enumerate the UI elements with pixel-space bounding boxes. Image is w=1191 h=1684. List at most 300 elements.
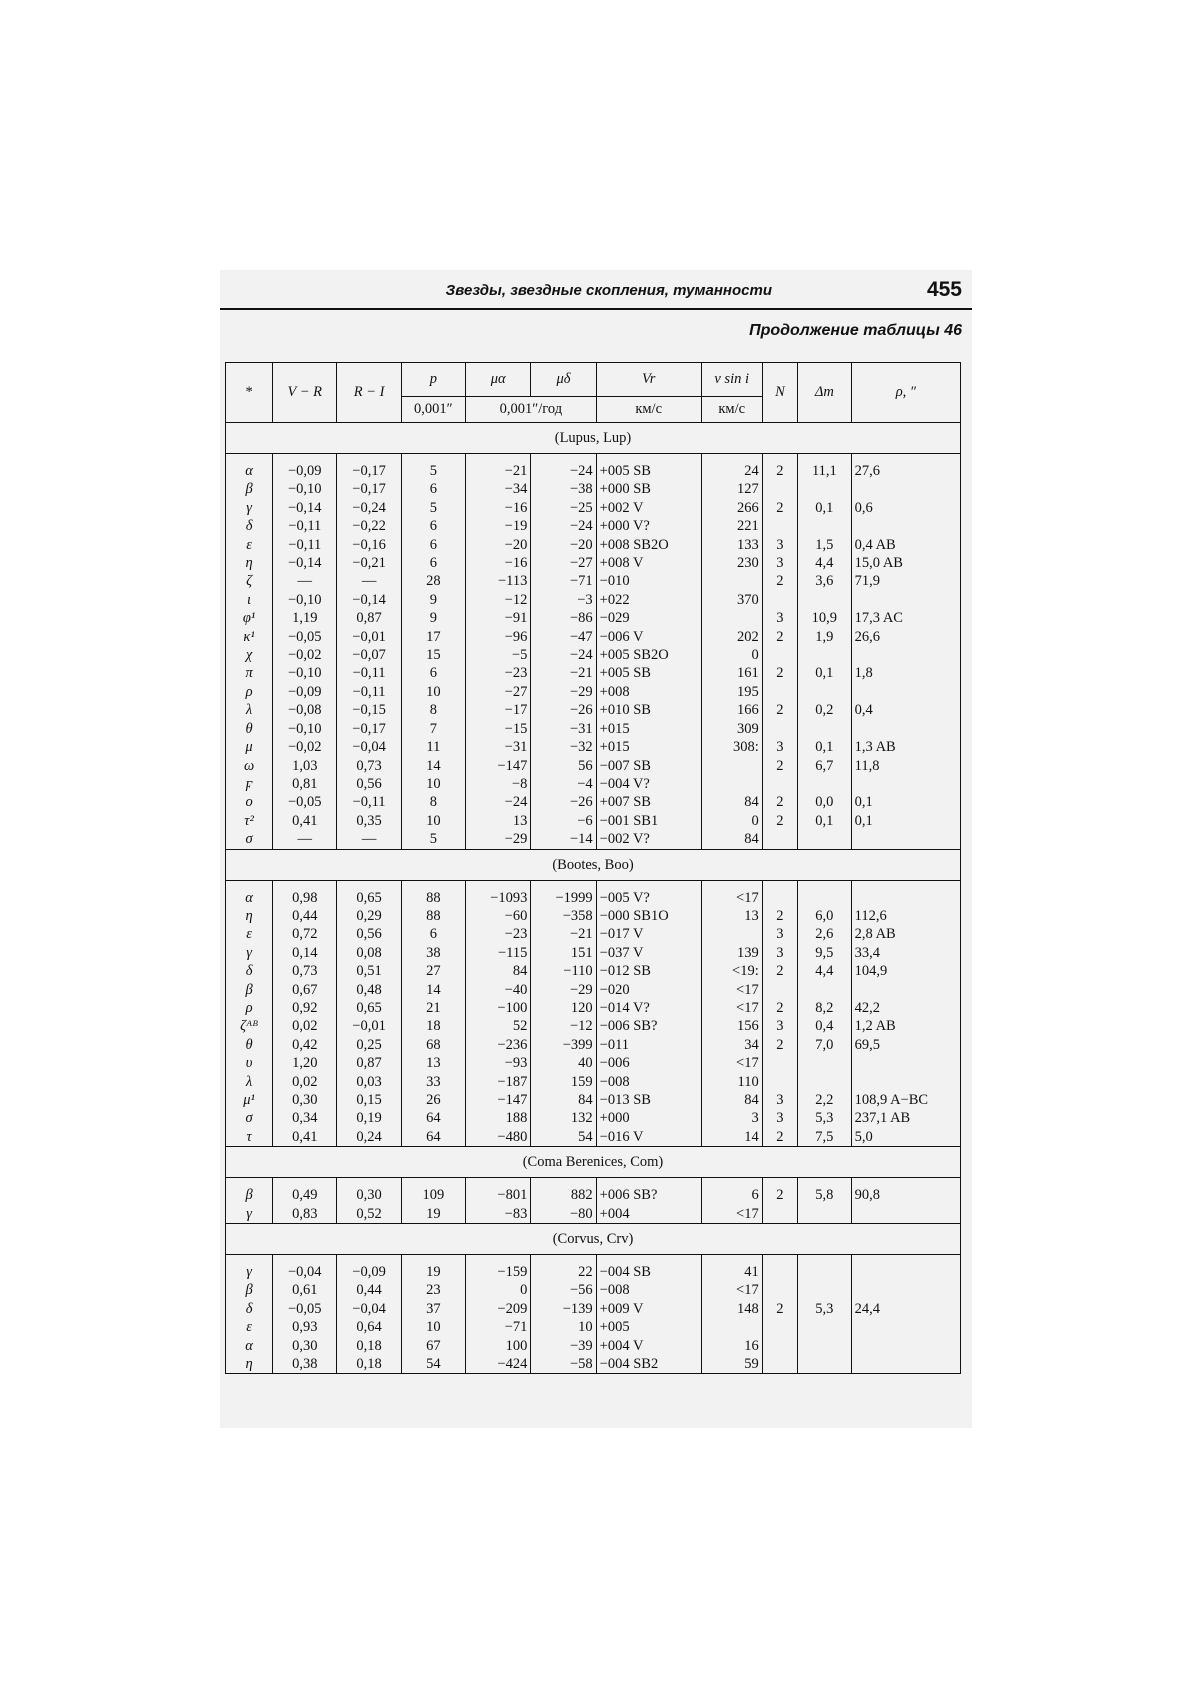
cell-rho	[851, 775, 960, 793]
cell-v-r: −0,04	[273, 1263, 337, 1281]
cell-v-r: −0,02	[273, 646, 337, 664]
cell-parallax: 15	[401, 646, 465, 664]
cell-delta-m: 5,3	[798, 1109, 852, 1127]
cell-mu-delta: −25	[531, 499, 596, 517]
cell-n: 3	[762, 1091, 797, 1109]
cell-star: γ	[226, 1205, 273, 1224]
cell-parallax: 88	[401, 907, 465, 925]
table-caption: Продолжение таблицы 46	[749, 322, 962, 339]
cell-parallax: 6	[401, 664, 465, 682]
cell-n	[762, 1073, 797, 1091]
cell-mu-delta: −3	[531, 591, 596, 609]
cell-parallax: 5	[401, 830, 465, 849]
cell-vsini: 308:	[701, 738, 762, 756]
cell-parallax: 6	[401, 517, 465, 535]
cell-mu-delta: −39	[531, 1337, 596, 1355]
cell-star: λ	[226, 1073, 273, 1091]
cell-vsini: 166	[701, 701, 762, 719]
cell-mu-alpha: −147	[465, 1091, 530, 1109]
cell-vsini: 84	[701, 793, 762, 811]
cell-star: γ	[226, 499, 273, 517]
cell-mu-alpha: −23	[465, 925, 530, 943]
cell-mu-alpha: −83	[465, 1205, 530, 1224]
cell-parallax: 21	[401, 999, 465, 1017]
cell-delta-m: 0,1	[798, 738, 852, 756]
cell-delta-m: 6,7	[798, 757, 852, 775]
table-row	[226, 1300, 961, 1318]
cell-parallax: 14	[401, 981, 465, 999]
cell-v-r: 0,44	[273, 907, 337, 925]
cell-v-r: 0,83	[273, 1205, 337, 1224]
table-row	[226, 517, 961, 535]
cell-n	[762, 591, 797, 609]
cell-vsini: 0	[701, 812, 762, 830]
cell-mu-alpha: −801	[465, 1186, 530, 1204]
table-row	[226, 609, 961, 627]
cell-parallax: 10	[401, 1318, 465, 1336]
cell-parallax: 5	[401, 499, 465, 517]
cell-vsini	[701, 757, 762, 775]
cell-rho: 71,9	[851, 572, 960, 590]
cell-parallax: 18	[401, 1017, 465, 1035]
table-row	[226, 962, 961, 980]
cell-n	[762, 830, 797, 849]
cell-r-i: 0,25	[337, 1036, 401, 1054]
cell-delta-m: 2,6	[798, 925, 852, 943]
cell-radial-velocity: −004 SB	[596, 1263, 701, 1281]
cell-delta-m: 4,4	[798, 962, 852, 980]
table-row	[226, 628, 961, 646]
cell-vsini: 24	[701, 462, 762, 480]
cell-rho	[851, 591, 960, 609]
col-mu-alpha: μα	[465, 363, 530, 397]
cell-radial-velocity: −001 SB1	[596, 812, 701, 830]
cell-delta-m	[798, 1355, 852, 1374]
cell-r-i: 0,19	[337, 1109, 401, 1127]
cell-mu-delta: −24	[531, 646, 596, 664]
table-row	[226, 1263, 961, 1281]
cell-r-i: 0,64	[337, 1318, 401, 1336]
cell-mu-alpha: −187	[465, 1073, 530, 1091]
cell-delta-m	[798, 591, 852, 609]
col-r-i: R − I	[337, 363, 401, 423]
cell-parallax: 13	[401, 1054, 465, 1072]
cell-v-r: −0,10	[273, 591, 337, 609]
cell-parallax: 64	[401, 1128, 465, 1147]
cell-delta-m: 0,1	[798, 499, 852, 517]
cell-n: 2	[762, 1128, 797, 1147]
cell-v-r: 1,19	[273, 609, 337, 627]
cell-vsini: 221	[701, 517, 762, 535]
cell-vsini: 34	[701, 1036, 762, 1054]
cell-v-r: −0,10	[273, 480, 337, 498]
cell-vsini: 133	[701, 536, 762, 554]
cell-vsini: 110	[701, 1073, 762, 1091]
cell-r-i: 0,44	[337, 1281, 401, 1299]
cell-radial-velocity: +015	[596, 720, 701, 738]
table-row	[226, 999, 961, 1017]
cell-delta-m: 0,0	[798, 793, 852, 811]
cell-n: 3	[762, 1109, 797, 1127]
cell-parallax: 6	[401, 925, 465, 943]
cell-star: δ	[226, 1300, 273, 1318]
cell-mu-alpha: −5	[465, 646, 530, 664]
table-row	[226, 944, 961, 962]
cell-n: 2	[762, 812, 797, 830]
cell-r-i: −0,01	[337, 628, 401, 646]
cell-rho: 1,2 AB	[851, 1017, 960, 1035]
cell-radial-velocity: +005 SB	[596, 664, 701, 682]
cell-star: β	[226, 480, 273, 498]
cell-vsini: <17	[701, 889, 762, 907]
cell-r-i: 0,24	[337, 1128, 401, 1147]
table-row	[226, 664, 961, 682]
cell-delta-m	[798, 1073, 852, 1091]
cell-r-i: 0,15	[337, 1091, 401, 1109]
cell-delta-m: 0,4	[798, 1017, 852, 1035]
table-row	[226, 925, 961, 943]
cell-n	[762, 480, 797, 498]
table-row	[226, 720, 961, 738]
cell-star: ω	[226, 757, 273, 775]
cell-vsini: 370	[701, 591, 762, 609]
cell-mu-alpha: −93	[465, 1054, 530, 1072]
cell-parallax: 54	[401, 1355, 465, 1374]
cell-star: β	[226, 1281, 273, 1299]
cell-radial-velocity: +005 SB	[596, 462, 701, 480]
cell-radial-velocity: −016 V	[596, 1128, 701, 1147]
cell-parallax: 14	[401, 757, 465, 775]
cell-radial-velocity: −037 V	[596, 944, 701, 962]
cell-v-r: 0,73	[273, 962, 337, 980]
cell-star: ζᴬᴮ	[226, 1017, 273, 1035]
cell-star: φ¹	[226, 609, 273, 627]
cell-radial-velocity: −014 V?	[596, 999, 701, 1017]
cell-delta-m	[798, 646, 852, 664]
cell-radial-velocity: −010	[596, 572, 701, 590]
cell-mu-delta: 54	[531, 1128, 596, 1147]
constellation-name: (Lupus, Lup)	[226, 423, 961, 454]
cell-radial-velocity: +008 V	[596, 554, 701, 572]
cell-parallax: 27	[401, 962, 465, 980]
table-row	[226, 1128, 961, 1147]
cell-mu-delta: −358	[531, 907, 596, 925]
cell-delta-m: 9,5	[798, 944, 852, 962]
cell-delta-m: 5,3	[798, 1300, 852, 1318]
table-row	[226, 1036, 961, 1054]
cell-delta-m	[798, 517, 852, 535]
cell-star: η	[226, 907, 273, 925]
table-row	[226, 1205, 961, 1224]
cell-rho	[851, 683, 960, 701]
cell-delta-m: 7,0	[798, 1036, 852, 1054]
cell-n: 2	[762, 1300, 797, 1318]
cell-n: 2	[762, 701, 797, 719]
cell-radial-velocity: −004 V?	[596, 775, 701, 793]
cell-r-i: −0,11	[337, 793, 401, 811]
cell-v-r: −0,14	[273, 499, 337, 517]
cell-mu-delta: −71	[531, 572, 596, 590]
cell-v-r: −0,08	[273, 701, 337, 719]
cell-vsini: <17	[701, 981, 762, 999]
cell-parallax: 68	[401, 1036, 465, 1054]
cell-mu-delta: −4	[531, 775, 596, 793]
cell-mu-delta: −58	[531, 1355, 596, 1374]
cell-v-r: 0,34	[273, 1109, 337, 1127]
cell-vsini	[701, 572, 762, 590]
col-n: N	[762, 363, 797, 423]
cell-radial-velocity: −017 V	[596, 925, 701, 943]
cell-star: β	[226, 981, 273, 999]
cell-n: 3	[762, 944, 797, 962]
cell-r-i: 0,30	[337, 1186, 401, 1204]
cell-delta-m: 3,6	[798, 572, 852, 590]
cell-star: μ¹	[226, 1091, 273, 1109]
cell-parallax: 5	[401, 462, 465, 480]
table-row	[226, 793, 961, 811]
cell-vsini: 59	[701, 1355, 762, 1374]
cell-r-i: —	[337, 572, 401, 590]
cell-v-r: 0,14	[273, 944, 337, 962]
cell-radial-velocity: +007 SB	[596, 793, 701, 811]
cell-r-i: 0,87	[337, 609, 401, 627]
cell-mu-alpha: −29	[465, 830, 530, 849]
cell-n	[762, 517, 797, 535]
cell-delta-m: 11,1	[798, 462, 852, 480]
table-row	[226, 1355, 961, 1374]
cell-r-i: 0,18	[337, 1337, 401, 1355]
cell-rho: 1,3 AB	[851, 738, 960, 756]
col-radial-velocity: Vr	[596, 363, 701, 397]
cell-mu-delta: −24	[531, 517, 596, 535]
cell-mu-delta: 882	[531, 1186, 596, 1204]
cell-rho	[851, 889, 960, 907]
cell-radial-velocity: +022	[596, 591, 701, 609]
cell-mu-delta: −32	[531, 738, 596, 756]
cell-delta-m	[798, 889, 852, 907]
cell-delta-m: 0,2	[798, 701, 852, 719]
cell-mu-alpha: −20	[465, 536, 530, 554]
cell-mu-alpha: −424	[465, 1355, 530, 1374]
col-v-r: V − R	[273, 363, 337, 423]
cell-vsini: 14	[701, 1128, 762, 1147]
cell-rho: 237,1 AB	[851, 1109, 960, 1127]
cell-r-i: −0,11	[337, 664, 401, 682]
cell-mu-alpha: 84	[465, 962, 530, 980]
cell-radial-velocity: −006 V	[596, 628, 701, 646]
cell-vsini: <17	[701, 999, 762, 1017]
table-row	[226, 536, 961, 554]
cell-delta-m	[798, 1281, 852, 1299]
cell-vsini: <17	[701, 1281, 762, 1299]
cell-rho	[851, 1073, 960, 1091]
cell-n	[762, 1318, 797, 1336]
cell-radial-velocity: +000 SB	[596, 480, 701, 498]
running-head-title: Звезды, звездные скопления, туманности	[445, 282, 772, 299]
cell-r-i: −0,07	[337, 646, 401, 664]
cell-star: ϝ	[226, 775, 273, 793]
cell-delta-m	[798, 830, 852, 849]
cell-parallax: 109	[401, 1186, 465, 1204]
table-row	[226, 1318, 961, 1336]
cell-mu-alpha: −15	[465, 720, 530, 738]
cell-delta-m: 4,4	[798, 554, 852, 572]
cell-mu-delta: 159	[531, 1073, 596, 1091]
cell-radial-velocity: −012 SB	[596, 962, 701, 980]
cell-r-i: 0,73	[337, 757, 401, 775]
cell-n: 2	[762, 999, 797, 1017]
cell-star: κ¹	[226, 628, 273, 646]
cell-n: 2	[762, 907, 797, 925]
cell-mu-alpha: −60	[465, 907, 530, 925]
cell-delta-m: 0,1	[798, 812, 852, 830]
cell-rho: 11,8	[851, 757, 960, 775]
unit-radial-velocity: км/с	[596, 397, 701, 423]
cell-mu-alpha: −91	[465, 609, 530, 627]
cell-star: θ	[226, 1036, 273, 1054]
cell-v-r: 0,67	[273, 981, 337, 999]
constellation-name: (Coma Berenices, Com)	[226, 1147, 961, 1178]
cell-mu-delta: −29	[531, 683, 596, 701]
cell-mu-alpha: −17	[465, 701, 530, 719]
cell-delta-m	[798, 720, 852, 738]
cell-v-r: —	[273, 830, 337, 849]
cell-rho: 104,9	[851, 962, 960, 980]
cell-delta-m	[798, 480, 852, 498]
cell-radial-velocity: −011	[596, 1036, 701, 1054]
cell-r-i: −0,04	[337, 1300, 401, 1318]
cell-star: θ	[226, 720, 273, 738]
cell-mu-alpha: −147	[465, 757, 530, 775]
table-row	[226, 499, 961, 517]
cell-mu-delta: −86	[531, 609, 596, 627]
cell-parallax: 67	[401, 1337, 465, 1355]
cell-r-i: −0,11	[337, 683, 401, 701]
cell-v-r: —	[273, 572, 337, 590]
cell-mu-alpha: −115	[465, 944, 530, 962]
cell-mu-delta: −139	[531, 1300, 596, 1318]
cell-rho	[851, 1337, 960, 1355]
section-spacer	[226, 454, 961, 463]
cell-parallax: 19	[401, 1205, 465, 1224]
cell-v-r: 0,41	[273, 812, 337, 830]
cell-vsini: 195	[701, 683, 762, 701]
cell-parallax: 37	[401, 1300, 465, 1318]
cell-mu-alpha: −236	[465, 1036, 530, 1054]
cell-vsini: 266	[701, 499, 762, 517]
cell-rho: 90,8	[851, 1186, 960, 1204]
cell-radial-velocity: −007 SB	[596, 757, 701, 775]
table-row	[226, 701, 961, 719]
cell-v-r: −0,05	[273, 1300, 337, 1318]
cell-r-i: 0,48	[337, 981, 401, 999]
cell-mu-alpha: 188	[465, 1109, 530, 1127]
cell-star: τ	[226, 1128, 273, 1147]
cell-r-i: −0,22	[337, 517, 401, 535]
cell-star: ι	[226, 591, 273, 609]
cell-r-i: 0,51	[337, 962, 401, 980]
cell-n: 2	[762, 1036, 797, 1054]
cell-r-i: 0,56	[337, 925, 401, 943]
cell-v-r: 0,61	[273, 1281, 337, 1299]
cell-v-r: −0,10	[273, 664, 337, 682]
running-head	[220, 278, 972, 308]
cell-mu-alpha: −71	[465, 1318, 530, 1336]
col-star: *	[226, 363, 273, 423]
table-row	[226, 1017, 961, 1035]
cell-mu-delta: −26	[531, 701, 596, 719]
cell-mu-delta: −26	[531, 793, 596, 811]
cell-star: ε	[226, 925, 273, 943]
cell-rho	[851, 1205, 960, 1224]
cell-rho: 0,1	[851, 812, 960, 830]
cell-r-i: −0,01	[337, 1017, 401, 1035]
cell-radial-velocity: +000 V?	[596, 517, 701, 535]
cell-mu-delta: −31	[531, 720, 596, 738]
cell-v-r: −0,10	[273, 720, 337, 738]
cell-mu-delta: −21	[531, 664, 596, 682]
cell-v-r: −0,02	[273, 738, 337, 756]
cell-mu-alpha: 52	[465, 1017, 530, 1035]
cell-v-r: 1,20	[273, 1054, 337, 1072]
cell-rho	[851, 646, 960, 664]
cell-vsini: 156	[701, 1017, 762, 1035]
cell-delta-m	[798, 1205, 852, 1224]
cell-star: δ	[226, 962, 273, 980]
cell-r-i: 0,35	[337, 812, 401, 830]
cell-rho	[851, 1263, 960, 1281]
cell-vsini: 6	[701, 1186, 762, 1204]
cell-mu-delta: −80	[531, 1205, 596, 1224]
cell-vsini: 127	[701, 480, 762, 498]
cell-mu-alpha: −1093	[465, 889, 530, 907]
cell-star: α	[226, 462, 273, 480]
cell-vsini	[701, 925, 762, 943]
cell-vsini	[701, 775, 762, 793]
cell-star: β	[226, 1186, 273, 1204]
cell-mu-delta: −47	[531, 628, 596, 646]
cell-mu-alpha: 13	[465, 812, 530, 830]
cell-rho	[851, 1054, 960, 1072]
cell-mu-delta: 22	[531, 1263, 596, 1281]
cell-mu-delta: −29	[531, 981, 596, 999]
cell-vsini: 161	[701, 664, 762, 682]
cell-mu-alpha: −19	[465, 517, 530, 535]
cell-n: 2	[762, 499, 797, 517]
cell-mu-delta: −56	[531, 1281, 596, 1299]
cell-n: 2	[762, 628, 797, 646]
cell-r-i: —	[337, 830, 401, 849]
star-data-table	[225, 362, 961, 1374]
cell-vsini: 3	[701, 1109, 762, 1127]
cell-parallax: 10	[401, 775, 465, 793]
cell-n: 2	[762, 462, 797, 480]
cell-parallax: 6	[401, 554, 465, 572]
cell-mu-delta: −1999	[531, 889, 596, 907]
cell-v-r: 0,38	[273, 1355, 337, 1374]
cell-rho: 112,6	[851, 907, 960, 925]
cell-mu-alpha: 100	[465, 1337, 530, 1355]
cell-radial-velocity: −002 V?	[596, 830, 701, 849]
cell-parallax: 64	[401, 1109, 465, 1127]
cell-radial-velocity: −004 SB2	[596, 1355, 701, 1374]
cell-rho	[851, 720, 960, 738]
cell-parallax: 26	[401, 1091, 465, 1109]
cell-r-i: 0,65	[337, 999, 401, 1017]
cell-radial-velocity: +010 SB	[596, 701, 701, 719]
cell-delta-m: 1,9	[798, 628, 852, 646]
cell-delta-m: 2,2	[798, 1091, 852, 1109]
